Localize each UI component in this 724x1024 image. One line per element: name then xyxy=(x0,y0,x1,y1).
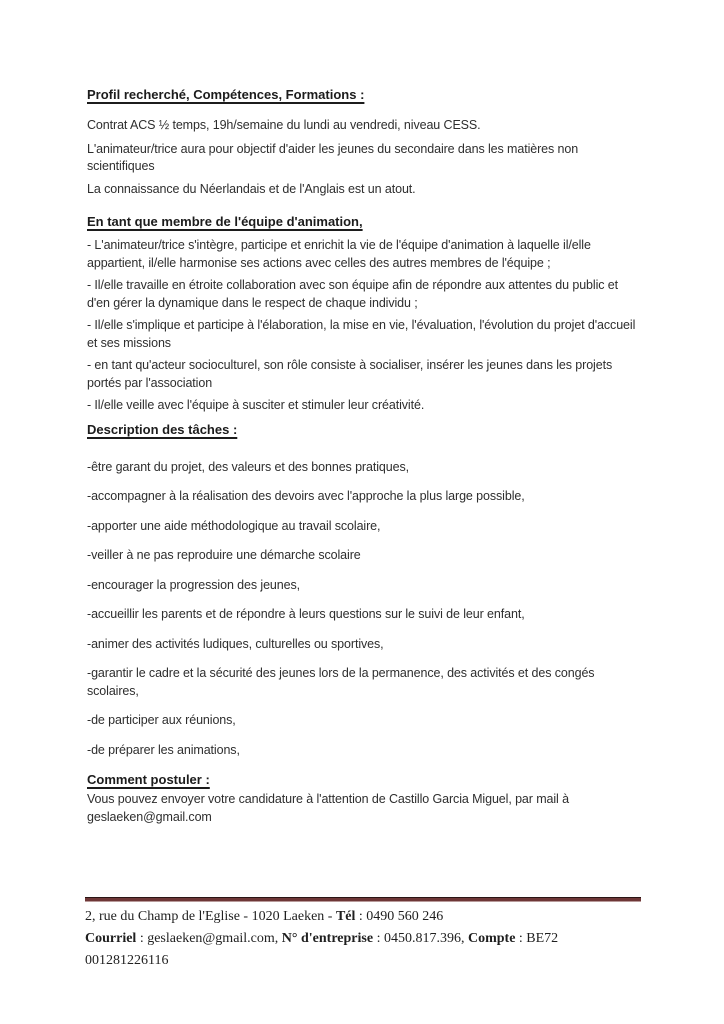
bullet-item: - en tant qu'acteur socioculturel, son rôle consiste à socialiser, insérer les jeunes dans les projets portés par l'association xyxy=(87,358,613,390)
heading-profil-recherche: Profil recherché, Compétences, Formations : xyxy=(87,87,365,102)
footer-text-run: : 0490 560 246 xyxy=(355,909,444,924)
footer-bold-label: N° d'entreprise xyxy=(281,931,374,946)
paragraph-contrat: Contrat ACS ½ temps, 19h/semaine du lundi au vendredi, niveau CESS. xyxy=(87,118,481,132)
footer-rule xyxy=(85,897,641,902)
task-item: -encourager la progression des jeunes, xyxy=(87,577,300,592)
task-item: -de participer aux réunions, xyxy=(87,713,236,727)
bullet-item: - Il/elle s'implique et participe à l'élaboration, la mise en vie, l'évaluation, l'évolution du projet d'accueil et ses missions xyxy=(87,318,636,350)
task-item: -être garant du projet, des valeurs et des bonnes pratiques, xyxy=(87,459,409,474)
paragraph-langues: La connaissance du Néerlandais et de l'Anglais est un atout. xyxy=(87,181,416,196)
task-item: -garantir le cadre et la sécurité des jeunes lors de la permanence, des activités et des congés scolaires, xyxy=(87,666,595,698)
footer-bold-label: Compte xyxy=(467,931,516,946)
document-body xyxy=(87,86,640,826)
footer-line-address xyxy=(85,906,641,928)
footer-bold-label: Tél xyxy=(335,909,356,924)
footer-text-run: : geslaeken@gmail.com, xyxy=(136,931,282,946)
footer-text-run: 2, rue du Champ de l'Eglise - 1020 Laeken - xyxy=(85,909,336,924)
equipe-bullet-list xyxy=(87,237,640,415)
footer-bold-label: Courriel xyxy=(85,931,137,946)
task-item: -accompagner à la réalisation des devoirs avec l'approche la plus large possible, xyxy=(87,489,525,503)
taches-list xyxy=(87,459,640,760)
heading-membre-equipe: En tant que membre de l'équipe d'animation, xyxy=(87,214,363,229)
footer-text-run: : BE72 xyxy=(515,931,559,946)
footer-line-contact xyxy=(85,928,641,950)
bullet-item: - Il/elle travaille en étroite collaboration avec son équipe afin de répondre aux attentes du public et d'en gérer la dynamique dans le respect de chaque individu ; xyxy=(87,278,619,310)
footer-text-run: 001281226116 xyxy=(85,953,169,968)
task-item: -apporter une aide méthodologique au travail scolaire, xyxy=(87,518,381,533)
footer-line-account xyxy=(85,950,641,972)
footer-text-run: : 0450.817.396, xyxy=(373,931,468,946)
bullet-item: - Il/elle veille avec l'équipe à susciter et stimuler leur créativité. xyxy=(87,398,425,412)
task-item: -de préparer les animations, xyxy=(87,742,240,757)
heading-comment-postuler: Comment postuler : xyxy=(87,772,210,787)
bullet-item: - L'animateur/trice s'intègre, participe et enrichit la vie de l'équipe d'animation à laquelle il/elle appartient, il/elle harmonise ses actions avec celles des autres membres de l'équipe ; xyxy=(87,238,591,270)
paragraph-candidature: Vous pouvez envoyer votre candidature à l'attention de Castillo Garcia Miguel, par mail à geslaeken@gmail.com xyxy=(87,792,569,824)
task-item: -animer des activités ludiques, culturelles ou sportives, xyxy=(87,636,384,651)
paragraph-objectif: L'animateur/trice aura pour objectif d'aider les jeunes du secondaire dans les matières non scientifiques xyxy=(87,141,579,173)
task-item: -veiller à ne pas reproduire une démarche scolaire xyxy=(87,548,361,562)
page-footer xyxy=(85,897,641,972)
heading-description-taches: Description des tâches : xyxy=(87,421,238,437)
task-item: -accueillir les parents et de répondre à leurs questions sur le suivi de leur enfant, xyxy=(87,607,525,621)
